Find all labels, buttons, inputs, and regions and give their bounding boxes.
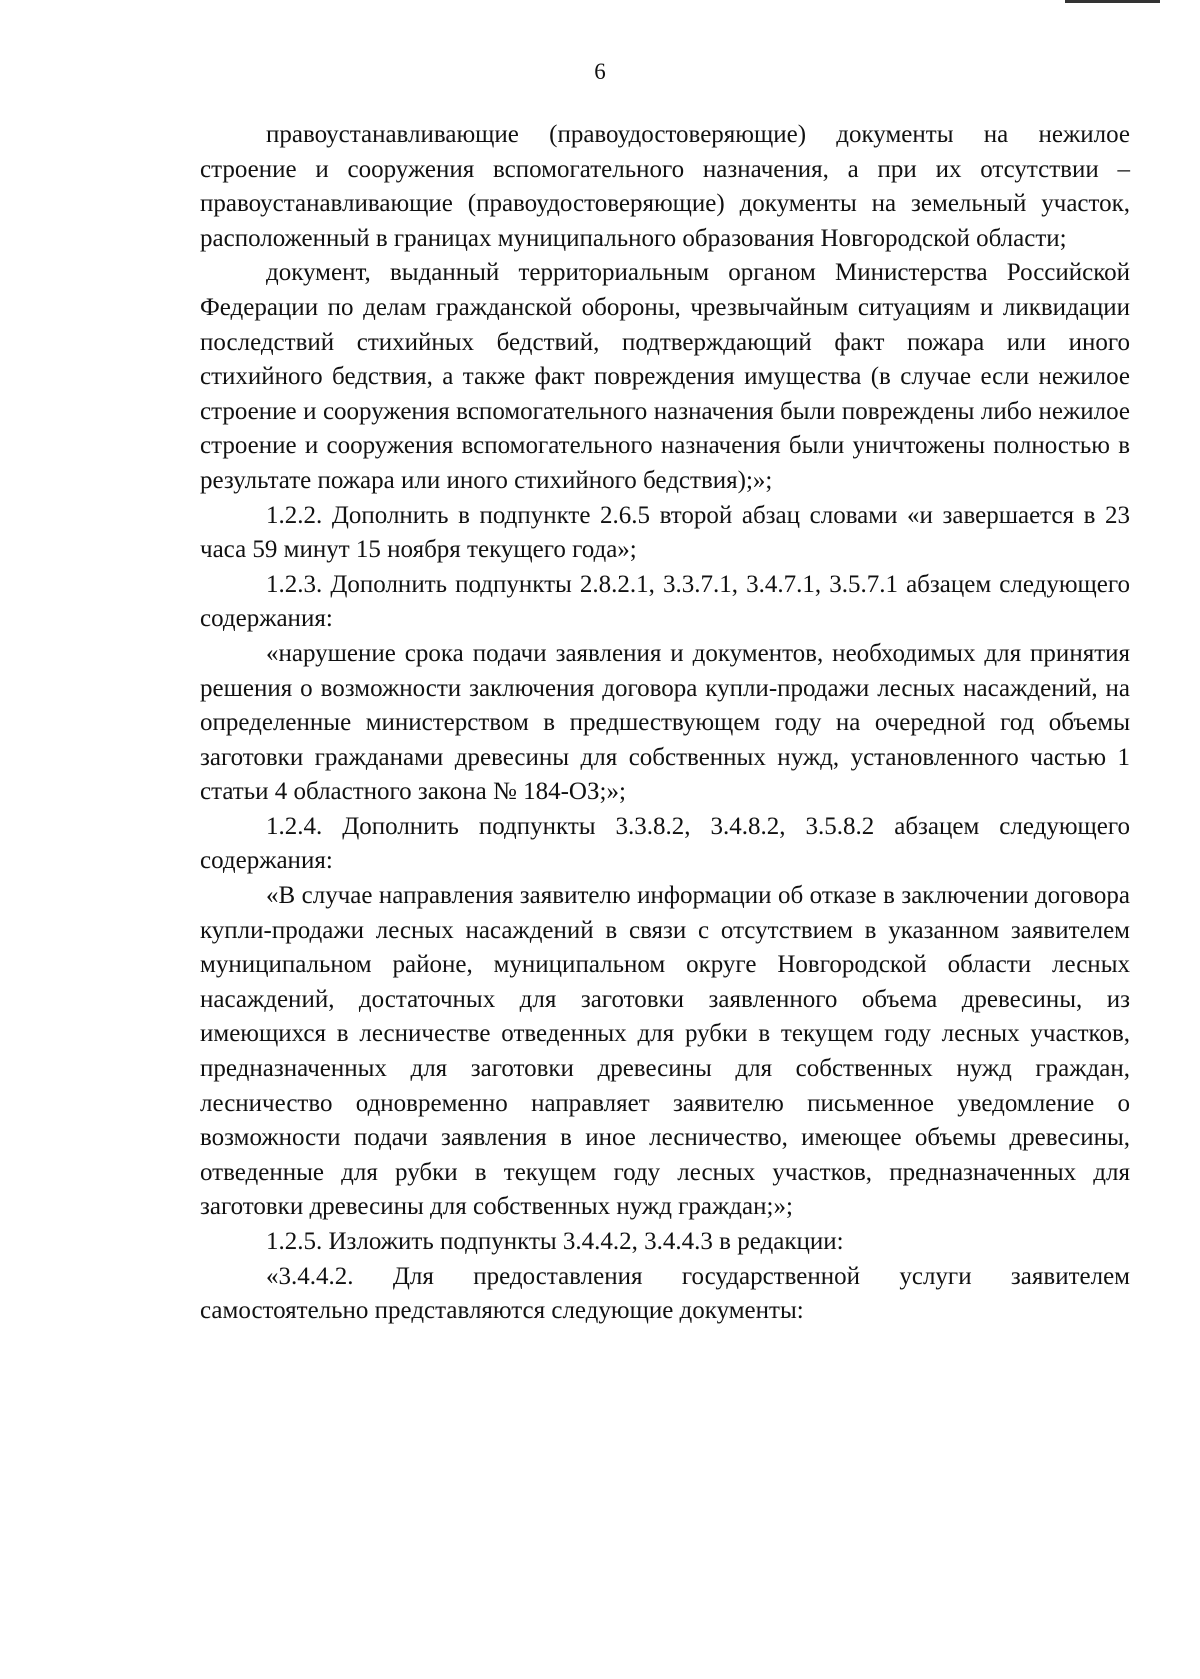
- paragraph-1-2-3: 1.2.3. Дополнить подпункты 2.8.2.1, 3.3.7.1, 3.4.7.1, 3.5.7.1 абзацем следующего содержания:: [200, 570, 1130, 633]
- paragraph-emergency-document: документ, выданный территориальным органом Министерства Российской Федерации по делам гражданской обороны, чрезвычайным ситуациям и ликвидации последствий стихийных бедствий, подтверждающий факт пожара или иного стихийного бедствия, а также факт повреждения имущества (в случае если нежилое строение и сооружения вспомогательного назначения были повреждены либо нежилое строение и сооружения вспомогательного назначения были уничтожены полностью в результате пожара или иного стихийного бедствия);»;: [200, 259, 1130, 494]
- page-number: 6: [594, 59, 606, 84]
- paragraph-1-2-5: 1.2.5. Изложить подпункты 3.4.4.2, 3.4.4.3 в редакции:: [266, 1228, 844, 1255]
- paragraph-deadline-violation: «нарушение срока подачи заявления и документов, необходимых для принятия решения о возможности заключения договора купли-продажи лесных насаждений, на определенные министерством в предшествующем году на очередной год объемы заготовки гражданами древесины для собственных нужд, установленного частью 1 статьи 4 областного закона № 184-ОЗ;»;: [200, 639, 1130, 806]
- top-edge-rule: [1065, 0, 1160, 3]
- paragraph-1-2-4: 1.2.4. Дополнить подпункты 3.3.8.2, 3.4.8.2, 3.5.8.2 абзацем следующего содержания:: [200, 812, 1130, 875]
- paragraph-3-4-4-2: «3.4.4.2. Для предоставления государственной услуги заявителем самостоятельно представляются следующие документы:: [200, 1262, 1130, 1325]
- paragraph-title-documents: правоустанавливающие (правоудостоверяющие) документы на нежилое строение и сооружения вспомогательного назначения, а при их отсутствии – правоустанавливающие (правоудостоверяющие) документы на земельный участок, расположенный в границах муниципального образования Новгородской области;: [200, 121, 1130, 252]
- paragraph-1-2-2: 1.2.2. Дополнить в подпункте 2.6.5 второй абзац словами «и завершается в 23 часа 59 минут 15 ноября текущего года»;: [200, 501, 1130, 564]
- document-body: [200, 118, 1130, 1329]
- paragraph-refusal-notice: «В случае направления заявителю информации об отказе в заключении договора купли-продажи лесных насаждений в связи с отсутствием в указанном заявителем муниципальном районе, муниципальном округе Новгородской области лесных насаждений, достаточных для заготовки заявленного объема древесины, из имеющихся в лесничестве отведенных для рубки в текущем году лесных участков, предназначенных для заготовки древесины для собственных нужд граждан, лесничество одновременно направляет заявителю письменное уведомление о возможности подачи заявления в иное лесничество, имеющее объемы древесины, отведенные для рубки в текущем году лесных участков, предназначенных для заготовки древесины для собственных нужд граждан;»;: [200, 882, 1130, 1221]
